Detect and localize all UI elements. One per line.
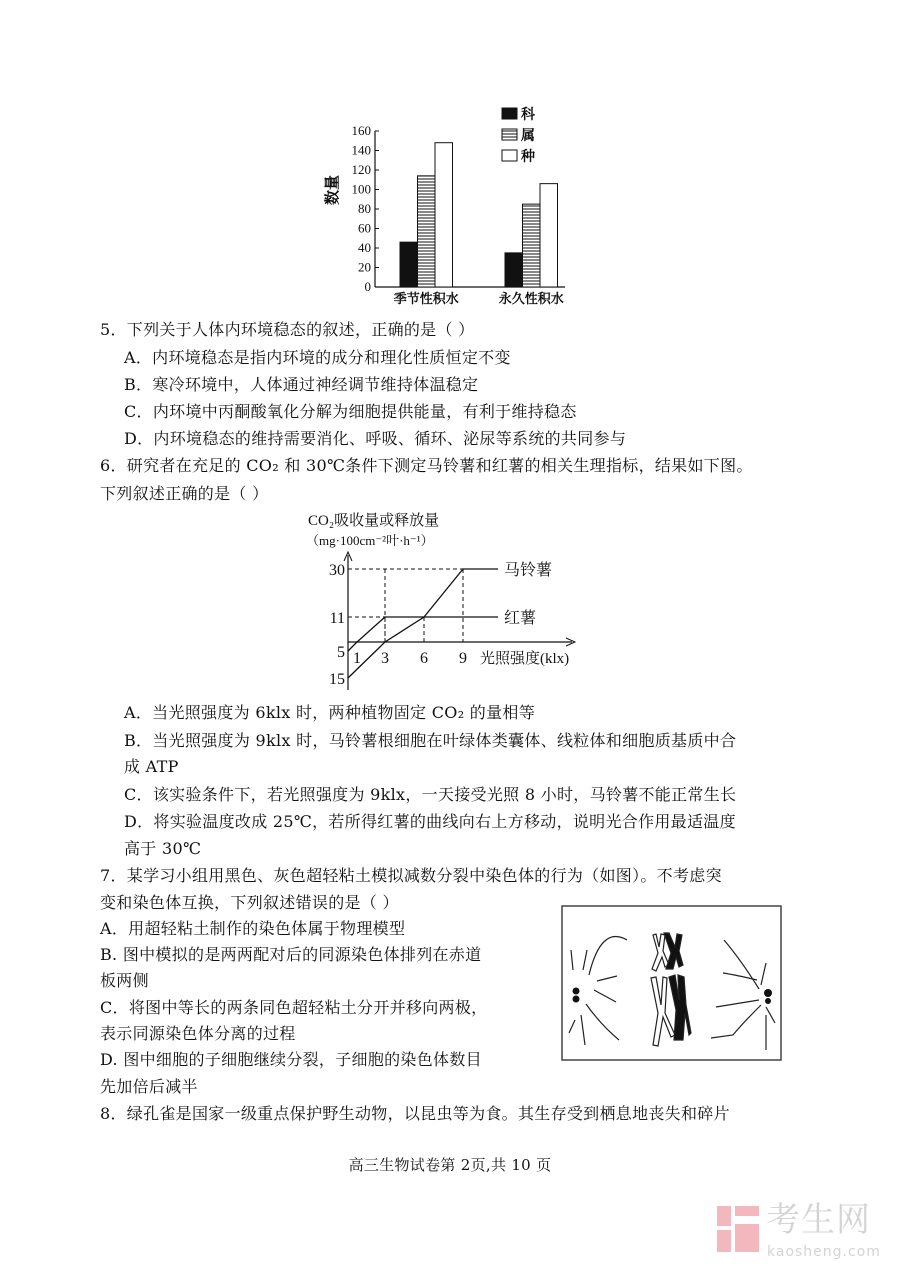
y-tick-label: 40 [358, 240, 371, 255]
series-line-红薯 [348, 617, 498, 651]
legend-label: 种 [521, 150, 535, 165]
line-chart [300, 505, 600, 697]
option-7d: D. 图中细胞的子细胞继续分裂，子细胞的染色体数目 [100, 1050, 482, 1069]
centrosome-left [573, 988, 580, 995]
question-6: 6．研究者在充足的 CO₂ 和 30℃条件下测定马铃薯和红薯的相关生理指标，结果如下图。 [100, 456, 753, 475]
y-tick-label: 140 [351, 142, 371, 158]
option-5b: B．寒冷环境中，人体通过神经调节维持体温稳定 [124, 375, 479, 394]
y-tick-label: 20 [358, 259, 371, 275]
option-7b-cont: 板两侧 [100, 971, 149, 990]
x-tick-label: 6 [420, 650, 428, 667]
option-7a: A．用超轻粘土制作的染色体属于物理模型 [100, 919, 406, 938]
option-5a: A．内环境稳态是指内环境的成分和理化性质恒定不变 [124, 348, 511, 367]
x-tick-label: 3 [381, 650, 389, 667]
y-tick-label: 100 [351, 181, 371, 197]
series-label: 红薯 [504, 610, 537, 627]
bar-种 [540, 184, 558, 287]
option-7b: B. 图中模拟的是两两配对后的同源染色体排列在赤道 [100, 945, 482, 964]
meiosis-figure [561, 905, 783, 1062]
question-8: 8．绿孔雀是国家一级重点保护野生动物，以昆虫等为食。其生存受到栖息地丧失和碎片 [100, 1104, 730, 1123]
x-category-label: 永久性积水 [498, 291, 564, 306]
option-6d: D．将实验温度改成 25℃，若所得红薯的曲线向右上方移动，说明光合作用最适温度 [124, 812, 736, 831]
option-5c: C．内环境中丙酮酸氧化分解为细胞提供能量，有利于维持稳态 [124, 402, 577, 421]
y-tick-label: 80 [358, 201, 371, 216]
y-tick-label: 11 [329, 610, 345, 627]
question-7: 7．某学习小组用黑色、灰色超轻粘土模拟减数分裂中染色体的行为（如图）。不考虑突 [100, 866, 722, 885]
option-6c: C．该实验条件下，若光照强度为 9klx，一天接受光照 8 小时，马铃薯不能正常生长 [124, 785, 737, 804]
option-6a: A．当光照强度为 6klx 时，两种植物固定 CO₂ 的量相等 [124, 703, 535, 722]
y-tick-label: 15 [329, 671, 345, 688]
y-tick-label: 160 [351, 123, 371, 138]
option-6b-cont: 成 ATP [124, 757, 179, 776]
y-tick-label: 60 [358, 220, 371, 236]
option-7c-cont: 表示同源染色体分离的过程 [100, 1024, 296, 1043]
x-axis-label: 光照强度(klx) [480, 651, 570, 667]
page-footer: 高三生物试卷第 2页,共 10 页 [348, 1156, 552, 1174]
bar-chart [315, 100, 595, 315]
watermark-url: kaosheng.com [767, 1244, 881, 1260]
legend-swatch [502, 129, 517, 140]
y-tick-label: 0 [364, 279, 371, 294]
kaosheng-logo-icon [717, 1206, 759, 1252]
y-axis-label-line2: （mg·100cm⁻²叶·h⁻¹） [306, 533, 434, 548]
y-tick-label: 120 [351, 162, 371, 177]
x-tick-label: 1 [353, 650, 361, 667]
legend-label: 属 [521, 129, 535, 144]
x-tick-label: 9 [459, 650, 467, 667]
x-category-label: 季节性积水 [393, 291, 459, 306]
legend-label: 科 [521, 108, 535, 123]
bar-属 [418, 176, 436, 287]
bar-属 [523, 204, 541, 287]
y-tick-label: 5 [337, 644, 345, 661]
centrosome-right [764, 989, 772, 997]
watermark-logo [717, 1206, 759, 1252]
legend-swatch [502, 108, 517, 119]
bar-科 [400, 242, 418, 287]
y-axis-label: 数量 [325, 174, 341, 206]
question-6-cont: 下列叙述正确的是（ ） [100, 484, 269, 503]
series-label: 马铃薯 [504, 562, 553, 579]
option-6d-cont: 高于 30℃ [124, 839, 202, 858]
bar-种 [435, 143, 453, 287]
option-7c: C．将图中等长的两条同色超轻粘土分开并移向两极， [100, 998, 488, 1017]
legend-swatch [502, 150, 517, 161]
option-5d: D．内环境稳态的维持需要消化、呼吸、循环、泌尿等系统的共同参与 [124, 429, 627, 448]
question-5: 5．下列关于人体内环境稳态的叙述，正确的是（ ） [100, 320, 475, 339]
y-tick-label: 30 [329, 562, 345, 579]
question-7-cont: 变和染色体互换，下列叙述错误的是（ ） [100, 893, 399, 912]
bar-科 [505, 253, 523, 287]
y-axis-label-line1: CO₂吸收量或释放量 [308, 513, 440, 529]
watermark-name: 考生网 [766, 1200, 871, 1240]
option-7d-cont: 先加倍后减半 [100, 1077, 198, 1096]
option-6b: B．当光照强度为 9klx 时，马铃薯根细胞在叶绿体类囊体、线粒体和细胞质基质中合 [124, 731, 737, 750]
